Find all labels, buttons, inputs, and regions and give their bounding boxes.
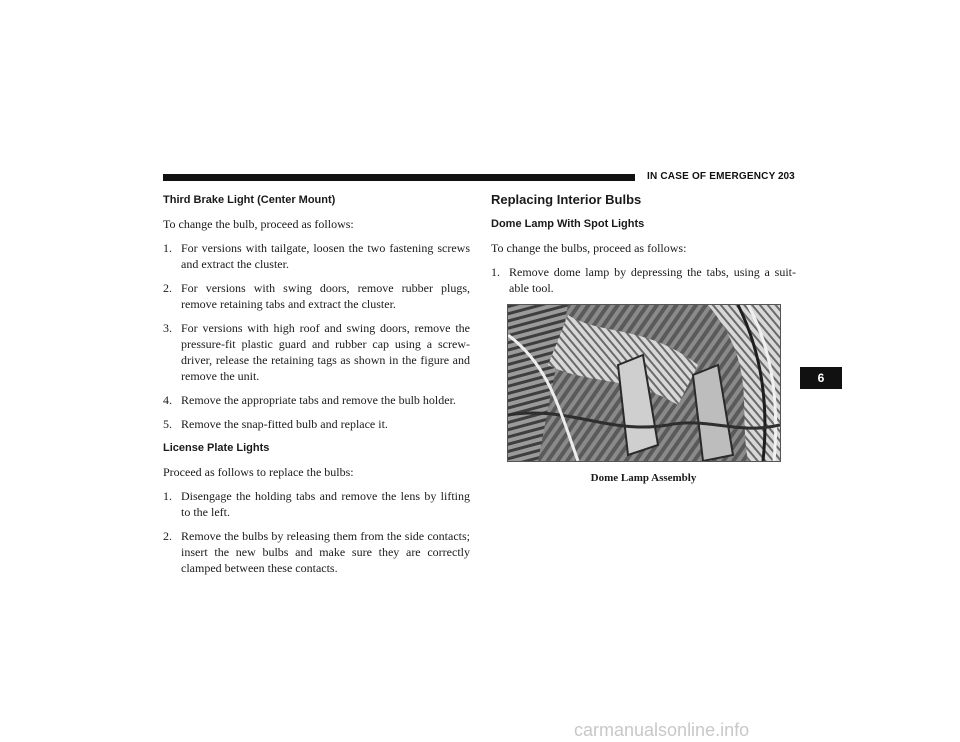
list-item: 5. Remove the snap-fitted bulb and replace it. bbox=[163, 417, 388, 431]
figure-caption: Dome Lamp Assembly bbox=[590, 472, 697, 484]
intro-license-plate-lights: Proceed as follows to replace the bulbs: bbox=[163, 465, 354, 479]
list-item: 1. For versions with tailgate, loosen the two fastening screws and extract the cluster. bbox=[163, 241, 470, 271]
heading-license-plate-lights: License Plate Lights bbox=[163, 442, 270, 454]
intro-dome-lamp: To change the bulbs, proceed as follows: bbox=[491, 241, 687, 255]
list-item: 3. For versions with high roof and swing doors, remove the pressure-fit plastic guard and rubber cap using a screw-driver, release the retaining tags as shown in the figure and remove the unit. bbox=[163, 321, 470, 383]
chapter-tab[interactable]: 6 bbox=[800, 367, 842, 389]
page-number: 203 bbox=[778, 171, 795, 182]
list-item: 2. For versions with swing doors, remove rubber plugs, remove retaining tabs and extract the cluster. bbox=[163, 281, 470, 311]
heading-replacing-interior-bulbs: Replacing Interior Bulbs bbox=[491, 192, 642, 207]
list-item: 1. Disengage the holding tabs and remove the lens by lifting to the left. bbox=[163, 489, 470, 519]
right-column bbox=[491, 192, 796, 486]
list-item: 4. Remove the appropriate tabs and remove the bulb holder. bbox=[163, 393, 456, 407]
left-column bbox=[163, 192, 470, 584]
section-title: IN CASE OF EMERGENCY bbox=[647, 171, 776, 182]
watermark-text: carmanualsonline.info bbox=[574, 720, 750, 740]
steps-third-brake-light bbox=[163, 240, 470, 432]
intro-third-brake-light: To change the bulb, proceed as follows: bbox=[163, 217, 354, 231]
steps-license-plate-lights bbox=[163, 488, 470, 576]
list-item: 2. Remove the bulbs by releasing them from the side contacts; insert the new bulbs and make sure they are correctly clamped between these contacts. bbox=[163, 529, 470, 575]
steps-dome-lamp bbox=[491, 264, 796, 296]
list-item: 1. Remove dome lamp by depressing the tabs, using a suit-able tool. bbox=[491, 265, 796, 295]
dome-lamp-illustration bbox=[508, 305, 780, 461]
header-rule bbox=[163, 174, 635, 181]
dome-lamp-figure bbox=[507, 304, 781, 462]
subheading-dome-lamp: Dome Lamp With Spot Lights bbox=[491, 218, 645, 230]
heading-third-brake-light: Third Brake Light (Center Mount) bbox=[163, 194, 336, 206]
